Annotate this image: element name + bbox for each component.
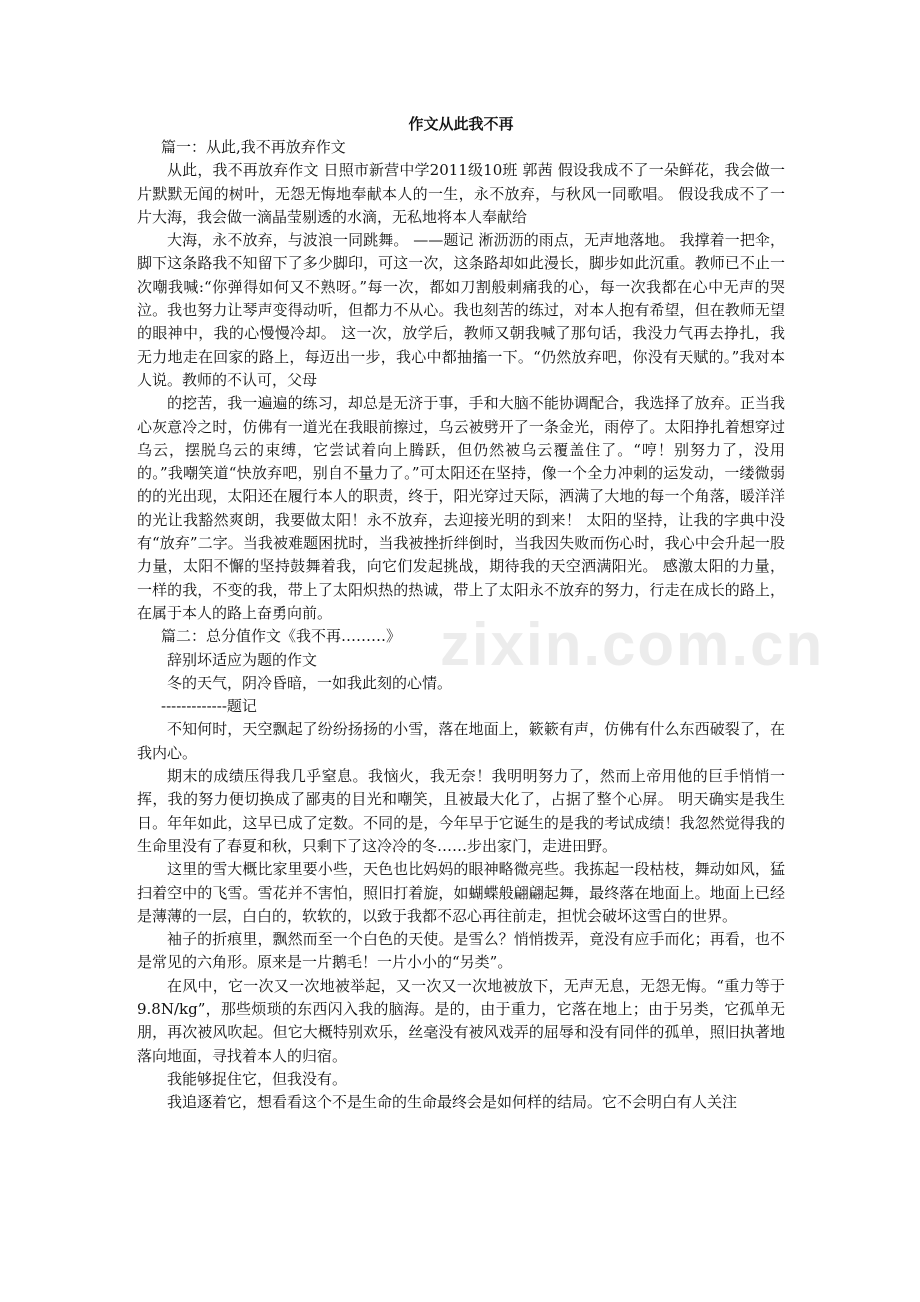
paragraph: 袖子的折痕里，飘然而至一个白色的天使。是雪么？悄悄拨弄，竟没有应手而化；再看，也不是常见的六角形。原来是一片鹅毛！一片小小的“另类”。 [137,930,785,972]
paragraph: 我追逐着它，想看看这个不是生命的生命最终会是如何样的结局。它不会明白有人关注 [167,1093,738,1112]
paragraph: 在风中，它一次又一次地被举起，又一次又一次地被放下，无声无息，无怨无悔。“重力等于9.8N/kg”，那些烦琐的东西闪入我的脑海。是的，由于重力，它落在地上；由于另类，它孤单无朋，再次被风吹起。但它大概特别欢乐，丝毫没有被风戏弄的屈辱和没有同伴的孤单，照旧执著地落向地面，寻找着本人的归宿。 [137,976,785,1065]
section-heading-1: 篇一：从此,我不再放弃作文 [161,138,346,156]
document-title: 作文从此我不再 [408,115,514,133]
paragraph: 期末的成绩压得我几乎窒息。我恼火，我无奈！我明明努力了，然而上帝用他的巨手悄悄一挥，我的努力便切换成了鄙夷的目光和嘲笑，且被最大化了，占据了整个心屏。 明天确实是我生日。年年如此，这早已成了定数。不同的是，今年早于它诞生的是我的考试成绩！我忽然觉得我的生命里没有了春夏和秋，只剩下了这冷冷的冬……步出家门，走进田野。 [137,767,785,855]
paragraph: 从此，我不再放弃作文 日照市新营中学2011级10班 郭茜 假设我成不了一朵鲜花，我会做一片默默无闻的树叶，无怨无悔地奉献本人的一生，永不放弃，与秋风一同歌唱。 假设我成不了一片大海，我会做一滴晶莹剔透的水滴，无私地将本人奉献给 [137,161,785,226]
paragraph: 的挖苦，我一遍遍的练习，却总是无济于事，手和大脑不能协调配合，我选择了放弃。正当我心灰意冷之时，仿佛有一道光在我眼前擦过，乌云被劈开了一条金光，雨停了。太阳挣扎着想穿过乌云，摆脱乌云的束缚，它尝试着向上腾跃，但仍然被乌云覆盖住了。“哼！别努力了，没用的。”我嘲笑道“快放弃吧，别自不量力了。”可太阳还在坚持，像一个全力冲刺的运发动，一缕微弱的的光出现，太阳还在履行本人的职责，终于，阳光穿过天际，洒满了大地的每一个角落，暖洋洋的光让我豁然爽朗，我要做太阳！永不放弃，去迎接光明的到来！ 太阳的坚持，让我的字典中没有“放弃”二字。当我被难题困扰时，当我被挫折绊倒时，当我因失败而伤心时，我心中会升起一股力量，太阳不懈的坚持鼓舞着我，向它们发起挑战，期待我的天空洒满阳光。 感激太阳的力量，一样的我，不变的我，带上了太阳炽热的热诚，带上了太阳永不放弃的努力，行走在成长的路上，在属于本人的路上奋勇向前。 [137,394,785,622]
epigraph-attribution: -------------题记 [161,697,257,716]
paragraph: 大海，永不放弃，与波浪一同跳舞。 ——题记 淅沥沥的雨点，无声地落地。 我撑着一把伞，脚下这条路我不知留下了多少脚印，可这一次，这条路却如此漫长，脚步如此沉重。教师已不止一次嘲我喊:“你弹得如何又不熟呀。”每一次，都如刀割般刺痛我的心，每一次我都在心中无声的哭泣。我也努力让琴声变得动听，但都力不从心。我也刻苦的练过，对本人抱有希望，但在教师无望的眼神中，我的心慢慢冷却。 这一次，放学后，教师又朝我喊了那句话，我没力气再去挣扎，我无力地走在回家的路上，每迈出一步，我心中都抽搐一下。“仍然放弃吧，你没有天赋的。”我对本人说。教师的不认可，父母 [137,231,785,389]
paragraph: 不知何时，天空飘起了纷纷扬扬的小雪，落在地面上，簌簌有声，仿佛有什么东西破裂了，在我内心。 [137,720,785,762]
section-heading-2: 篇二：总分值作文《我不再………》 [161,627,402,646]
watermark-text: zixin.com.cn [440,611,825,678]
document-page [137,112,785,1114]
paragraph: 我能够捉住它，但我没有。 [167,1069,348,1088]
subtitle-line: 辞别坏适应为题的作文 [167,650,318,669]
epigraph-line: 冬的天气，阴冷昏暗，一如我此刻的心情。 [167,673,453,692]
paragraph: 这里的雪大概比家里要小些，天色也比妈妈的眼神略微亮些。我拣起一段枯枝，舞动如风，猛扫着空中的飞雪。雪花并不害怕，照旧打着旋，如蝴蝶般翩翩起舞，最终落在地面上。地面上已经是薄薄的一层，白白的，软软的，以致于我都不忍心再往前走，担忧会破坏这雪白的世界。 [137,860,785,925]
